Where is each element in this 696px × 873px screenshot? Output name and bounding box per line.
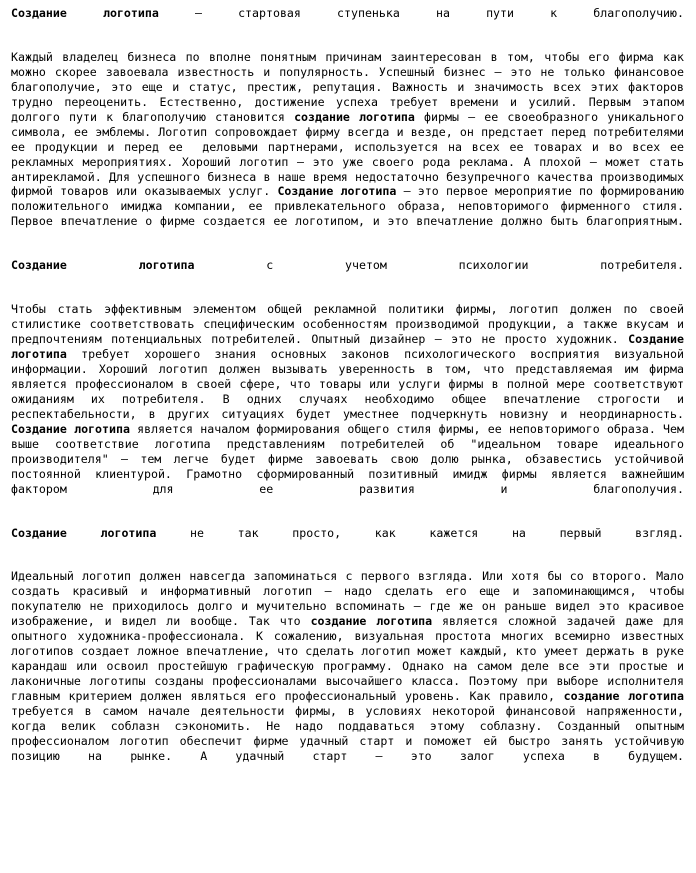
paragraph-1-part-2: фирмы – ее своеобразного уникального символа, ее эмблемы. Логотип сопровождает фирму всегда и везде, он предстает перед потребителями ее продукции и перед ее деловыми партнерами, используется на всех ее товарах и во всех ее рекламных мероприятиях. Хороший логотип – это уже своего рода реклама. А плохой – может стать антирекламой. Для успешного бизнеса в наше время недостаточно безупречного качества производимых фирмой товаров или оказываемых услуг. xyxy=(11,109,691,199)
bold-keyword-heading-2: Создание логотипа xyxy=(11,258,195,273)
bold-keyword-p3-a: создание логотипа xyxy=(310,614,433,629)
heading-3-rest: не так просто, как кажется на первый взгляд. xyxy=(156,525,684,540)
paragraph-1-part-1: Каждый владелец бизнеса по вполне понятным причинам заинтересован в том, чтобы его фирма как можно скорее завоевала известность и популярность. Успешный бизнес – это не только финансовое благополучие, это еще и статус, престиж, репутация. Важность и значимость всех этих факторов трудно переоценить. Естественно, достижение успеха требует времени и усилий. Первым этапом долгого пути к благополучию становится xyxy=(11,49,691,124)
bold-keyword-p1-b: Создание логотипа xyxy=(277,184,397,199)
paragraph-memorable-logo xyxy=(11,569,691,778)
bold-keyword-heading-1: Создание логотипа xyxy=(11,6,159,20)
bold-keyword-heading-3: Создание логотипа xyxy=(11,525,157,540)
paragraph-3-part-1: Идеальный логотип должен навсегда запоминаться с первого взгляда. Или хотя бы со второго. Мало создать красивый и информативный логотип – надо сделать его еще и запоминающимся, чтобы покупателю не приходилось долго и мучительно вспоминать – где же он раньше видел это красивое изображение, и видел ли вообще. Так что xyxy=(11,569,691,629)
paragraph-3-part-2: является сложной задачей даже для опытного художника-профессионала. К сожалению, визуальная простота многих всемирно известных логотипов создает ложное впечатление, что сделать логотип может каждый, кто умеет держать в руке карандаш или освоил простейшую графическую программу. Однако на самом деле все эти простые и лаконичные логотипы созданы профессионалами высочайшего класса. Поэтому при выборе исполнителя главным критерием должен являться его профессиональный уровень. Как правило, xyxy=(11,614,691,704)
paragraph-advertising-policy xyxy=(11,302,691,511)
bold-keyword-p1-a: создание логотипа xyxy=(294,109,415,124)
paragraph-1-part-3: – это первое мероприятие по формированию положительного имиджа компании, ее привлекательного образа, неповторимого фирменного стиля. Первое впечатление о фирме создается ее логотипом, и это впечатление должно быть благоприятным. xyxy=(11,184,691,229)
paragraph-2-part-1: Чтобы стать эффективным элементом общей рекламной политики фирмы, логотип должен по своей стилистике соответствовать специфическим особенностям производимой продукции, а также вкусам и предпочтениям потенциальных потребителей. Опытный дизайнер – это не просто художник. xyxy=(11,302,691,347)
heading-not-so-simple xyxy=(11,526,684,556)
paragraph-2-part-3: является началом формирования общего стиля фирмы, ее неповторимого образа. Чем выше соответствие логотипа представлениям потребителей об "идеальном товаре идеального производителя" – тем легче будет фирме завоевать свою долю рынка, обзавестись устойчивой постоянной клиентурой. Грамотно сформированный позитивный имидж фирмы является важнейшим фактором для ее развития и благополучия. xyxy=(11,421,691,496)
bold-keyword-p2-b: Создание логотипа xyxy=(11,421,130,436)
bold-keyword-p3-b: создание логотипа xyxy=(563,689,684,704)
heading-create-logo-intro xyxy=(11,6,684,36)
heading-consumer-psychology xyxy=(11,258,684,288)
paragraph-3-part-3: требуется в самом начале деятельности фирмы, в условиях некоторой финансовой напряженности, когда велик соблазн сэкономить. Не надо поддаваться этому соблазну. Созданный опытным профессионалом логотип обеспечит фирме удачный старт и поможет ей быстро занять устойчивую позицию на рынке. А удачный старт – это залог успеха в будущем. xyxy=(11,689,691,763)
bold-keyword-p2-a: Создание логотипа xyxy=(11,332,691,362)
heading-2-rest: с учетом психологии потребителя. xyxy=(194,258,684,273)
heading-1-rest: – стартовая ступенька на пути к благополучию. xyxy=(158,6,684,20)
paragraph-business-owner-recognition xyxy=(11,49,691,244)
paragraph-2-part-2: требует хорошего знания основных законов психологического восприятия визуальной информации. Хороший логотип должен вызывать уверенность в том, что представляемая им фирма является профессионалом в своей сфере, что товары или услуги фирмы в полной мере соответствуют ожиданиям их потребителя. В одних случаях необходимо общее впечатление строгости и респектабельности, в других ситуациях будет уместнее подчеркнуть новизну и неординарность. xyxy=(11,347,691,421)
